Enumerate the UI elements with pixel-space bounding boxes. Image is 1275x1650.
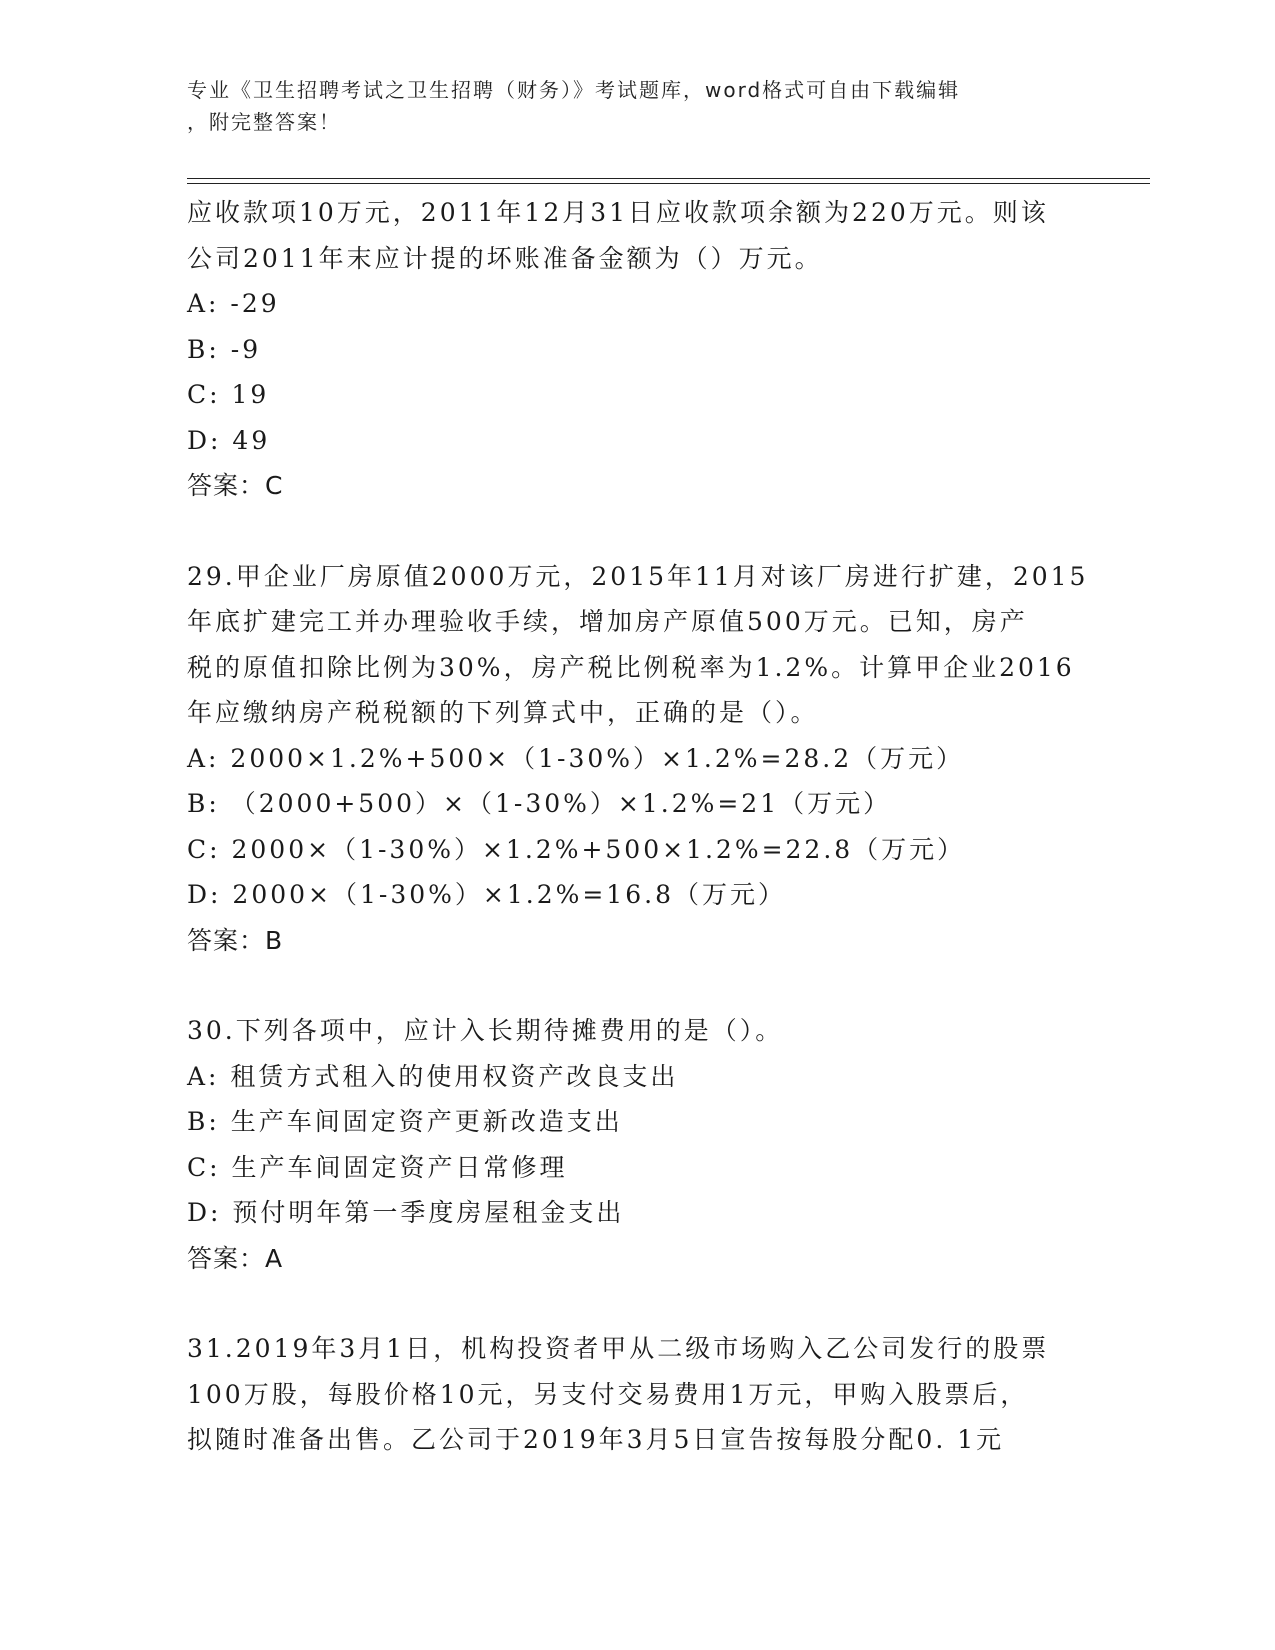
question-stem-line: 年底扩建完工并办理验收手续，增加房产原值500万元。已知，房产 (187, 607, 1028, 636)
answer-label: 答案：A (187, 1243, 284, 1273)
document-header (187, 74, 1087, 138)
option-b: B: 生产车间固定资产更新改造支出 (187, 1107, 623, 1136)
option-a: A: 2000×1.2%+500×（1-30%）×1.2%=28.2（万元） (187, 743, 965, 773)
document-body (187, 190, 1087, 1463)
question-stem-line: 税的原值扣除比例为30%，房产税比例税率为1.2%。计算甲企业2016 (187, 652, 1075, 682)
answer-label: 答案：C (187, 471, 284, 500)
question-28 (187, 190, 1087, 509)
header-divider (187, 178, 1150, 179)
header-line-1: 专业《卫生招聘考试之卫生招聘（财务）》考试题库，word格式可自由下载编辑 (187, 78, 961, 102)
question-stem-line: 拟随时准备出售。乙公司于2019年3月5日宣告按每股分配0. 1元 (187, 1425, 1005, 1454)
header-divider-thin (187, 183, 1150, 184)
option-d: D: 2000×（1-30%）×1.2%=16.8（万元） (187, 880, 786, 909)
question-stem-line: 29.甲企业厂房原值2000万元，2015年11月对该厂房进行扩建，2015 (187, 561, 1089, 591)
question-stem-line: 公司2011年末应计提的坏账准备金额为（）万元。 (187, 243, 823, 273)
option-c: C: 19 (187, 380, 270, 409)
answer-label: 答案：B (187, 925, 284, 955)
option-a: A: -29 (187, 289, 280, 318)
question-30 (187, 1008, 1087, 1281)
question-stem-line: 100万股，每股价格10元，另支付交易费用1万元，甲购入股票后， (187, 1379, 1029, 1409)
option-a: A: 租赁方式租入的使用权资产改良支出 (187, 1061, 679, 1091)
question-31 (187, 1326, 1087, 1463)
question-stem-line: 31.2019年3月1日，机构投资者甲从二级市场购入乙公司发行的股票 (187, 1334, 1050, 1363)
option-d: D: 49 (187, 425, 271, 455)
option-c: C: 生产车间固定资产日常修理 (187, 1152, 568, 1182)
option-d: D: 预付明年第一季度房屋租金支出 (187, 1198, 625, 1227)
question-stem-line: 年应缴纳房产税税额的下列算式中，正确的是（）。 (187, 698, 819, 727)
question-stem-line: 应收款项10万元，2011年12月31日应收款项余额为220万元。则该 (187, 198, 1049, 227)
question-29 (187, 554, 1087, 964)
option-b: B: -9 (187, 334, 262, 364)
question-stem-line: 30.下列各项中，应计入长期待摊费用的是（）。 (187, 1016, 784, 1045)
option-b: B: （2000+500）×（1-30%）×1.2%=21（万元） (187, 789, 892, 818)
option-c: C: 2000×（1-30%）×1.2%+500×1.2%=22.8（万元） (187, 834, 966, 864)
header-line-2: ，附完整答案！ (187, 110, 341, 134)
